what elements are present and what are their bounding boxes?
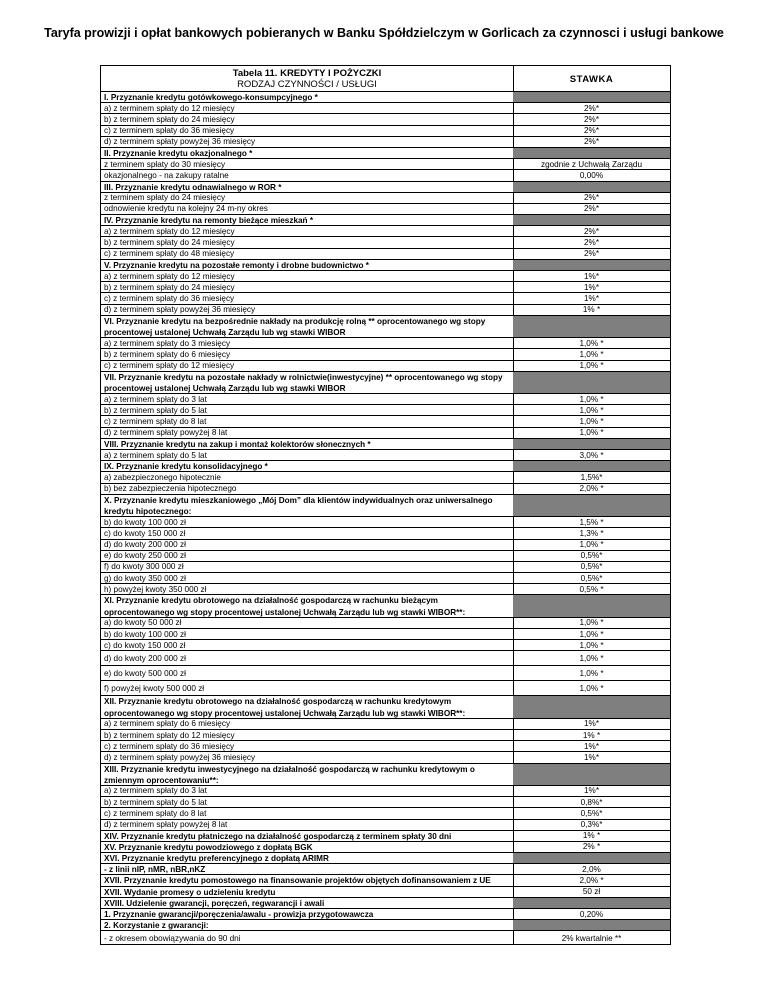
section-row [101,920,670,931]
service-label: 1. Przyznanie gwarancji/poręczenia/awalu - prowizja przygotowawcza [104,910,374,920]
service-label: XVII. Wydanie promesy o udzieleniu kredytu [104,887,276,897]
section-row [101,92,670,103]
column-header-service: RODZAJ CZYNNOŚCI / USŁUGI [237,79,377,90]
rate-value: 1,0% * [579,653,604,663]
table-row [101,271,670,282]
rate-value: 1,0% * [579,349,604,359]
table-row [101,786,670,797]
service-label: b) z terminem spłaty do 24 miesięcy [104,282,235,292]
service-label: h) powyżej kwoty 350 000 zł [104,584,207,594]
rate-value: 0,5%* [580,562,603,572]
service-label: b) z terminem spłaty do 12 miesięcy [104,730,235,740]
table-row [101,562,670,573]
rate-value: 1,0% * [579,428,604,438]
table-row [101,752,670,763]
rate-value: 0,3%* [580,820,603,830]
table-row [101,640,670,651]
table-body [101,92,670,946]
service-label: d) z terminem spłaty powyżej 36 miesięcy [104,752,256,762]
rate-value: 2%* [583,226,600,236]
rate-value: 1,5% * [579,517,604,527]
table-row [101,797,670,808]
rate-value: 2%* [583,137,600,147]
section-row [101,909,670,920]
rate-value: 1,0% * [579,683,604,693]
service-label: X. Przyznanie kredytu mieszkaniowego „Mój Dom” dla klientów indywidualnych oraz uniwersalnego kredytu hipotecznego: [104,495,493,516]
rate-value: 2%* [583,193,600,203]
rate-value: 1,0% * [579,338,604,348]
rate-value: 2%* [583,126,600,136]
section-row [101,864,670,875]
service-label: c) z terminem spłaty do 12 miesięcy [104,361,235,371]
table-row [101,204,670,215]
service-label: I. Przyznanie kredytu gotówkowego-konsumpcyjnego * [104,93,318,102]
service-label: e) do kwoty 250 000 zł [104,551,186,561]
document-title: Taryfa prowizji i opłat bankowych pobieranych w Banku Spółdzielczym w Gorlicach za czynnosci i usługi bankowe [44,26,724,40]
rate-value: 0,20% [579,909,604,919]
section-row [101,696,670,718]
table-row [101,349,670,360]
section-row [101,595,670,617]
rate-value: 1,0% * [579,416,604,426]
rate-value [513,853,670,863]
rate-value [513,495,670,516]
service-label: VII. Przyznanie kredytu na pozostałe nakłady w rolnictwie(inwestycyjne) ** oprocentowanego wg stopy procentowej ustalonej Uchwałą Zarządu lub wg stawki WIBOR [104,372,503,393]
table-row [101,428,670,439]
table-row [101,484,670,495]
service-label: odnowienie kredytu na kolejny 24 m-ny okres [104,204,268,214]
rate-value: 1,0% * [579,361,604,371]
rate-value: 1,5%* [580,472,603,482]
table-row [101,719,670,730]
service-label: b) z terminem spłaty do 5 lat [104,797,207,807]
rate-value [513,215,670,225]
service-label: c) do kwoty 150 000 zł [104,528,186,538]
rate-value [513,260,670,270]
section-row [101,875,670,886]
table-row [101,249,670,260]
rate-value: 1%* [583,293,600,303]
table-row [101,226,670,237]
rate-value: zgodnie z Uchwałą Zarządu [540,159,643,169]
service-label: e) do kwoty 500 000 zł [104,668,186,678]
service-label: XII. Przyznanie kredytu obrotowego na działalność gospodarczą w rachunku kredytowym oprocentowanego wg stopy procentowej ustalonej Uchwałą Zarządu lub wg stawki WIBOR**: [104,697,466,718]
section-row [101,831,670,842]
rate-value [513,764,670,785]
rate-value: 0,5%* [580,573,603,583]
table-row [101,741,670,752]
rate-value: 2,0% [582,864,601,874]
table-row [101,159,670,170]
table-row [101,361,670,372]
section-row [101,495,670,517]
rate-value: 1% * [582,831,601,841]
service-label: f) powyżej kwoty 500 000 zł [104,683,205,693]
service-label: IV. Przyznanie kredytu na remonty bieżące mieszkań * [104,216,314,226]
table-row [101,394,670,405]
rate-value: 1% * [582,305,601,315]
rate-value [513,696,670,717]
rate-value: 1,3% * [579,528,604,538]
column-header-rate: STAWKA [569,74,614,85]
table-caption: Tabela 11. KREDYTY I POŻYCZKI [232,68,382,79]
table-row [101,170,670,181]
section-row [101,316,670,338]
table-row [101,681,670,696]
service-label: z terminem spłaty do 24 miesięcy [104,193,226,203]
rate-value: 0,5%* [580,551,603,561]
rate-value: 2%* [583,114,600,124]
section-row [101,842,670,853]
table-row [101,528,670,539]
service-label: d) do kwoty 200 000 zł [104,540,186,550]
table-row [101,584,670,595]
rate-value: 2%* [583,204,600,214]
service-label: XVII. Przyznanie kredytu pomostowego na finansowanie projektów objętych dofinansowaniem z UE [104,876,491,886]
service-label: c) do kwoty 150 000 zł [104,640,186,650]
service-label: a) z terminem spłaty do 3 lat [104,786,207,796]
table-row [101,416,670,427]
service-label: XVI. Przyznanie kredytu preferencyjnego z dopłatą ARIMR [104,854,329,864]
service-label: a) z terminem spłaty do 3 lat [104,394,207,404]
rate-value [513,595,670,616]
rate-value: 2,0% * [579,484,604,494]
service-label: a) z terminem spłaty do 12 miesięcy [104,271,235,281]
service-label: f) do kwoty 300 000 zł [104,562,184,572]
rate-value: 1,0% * [579,405,604,415]
table-row [101,103,670,114]
table-row [101,237,670,248]
rate-value [513,372,670,393]
service-label: III. Przyznanie kredytu odnawialnego w ROR * [104,182,282,192]
section-row [101,372,670,394]
service-label: b) z terminem spłaty do 5 lat [104,405,207,415]
table-row [101,666,670,681]
table-row [101,282,670,293]
service-label: z terminem spłaty do 30 miesięcy [104,159,226,169]
service-label: b) z terminem spłaty do 24 miesięcy [104,237,235,247]
table-row [101,305,670,316]
service-label: b) do kwoty 100 000 zł [104,629,186,639]
rate-value: 1,0% * [579,394,604,404]
service-label: - z linii nIP, nMR, nBR,nKZ [104,865,206,875]
rate-value: 1%* [583,719,600,729]
service-label: c) z terminem spłaty do 48 miesięcy [104,249,235,259]
rate-value: 1,0% * [579,540,604,550]
service-label: a) z terminem spłaty do 5 lat [104,450,207,460]
table-row [101,293,670,304]
service-label: - z okresem obowiązywania do 90 dni [104,934,241,944]
service-label: b) do kwoty 100 000 zł [104,517,186,527]
table-row [101,517,670,528]
service-label: c) z terminem spłaty do 36 miesięcy [104,741,235,751]
table-row [101,405,670,416]
table-row [101,651,670,666]
rate-value [513,920,670,930]
rate-value: 2% kwartalnie ** [561,934,622,944]
rate-value: 2% * [582,842,601,852]
table-row [101,931,670,946]
rate-value: 0,8%* [580,797,603,807]
section-row [101,439,670,450]
service-label: a) z terminem spłaty do 3 miesięcy [104,338,231,348]
service-label: 2. Korzystanie z gwarancji: [104,921,209,931]
service-label: d) z terminem spłaty powyżej 8 lat [104,428,228,438]
service-label: a) zabezpieczonego hipotecznie [104,472,221,482]
service-label: c) z terminem spłaty do 8 lat [104,416,207,426]
service-label: XI. Przyznanie kredytu obrotowego na działalność gospodarczą w rachunku bieżącym oprocentowanego wg stopy procentowej ustalonej Uchwałą Zarządu lub wg stawki WIBOR**: [104,596,466,617]
section-row [101,887,670,898]
service-label: II. Przyznanie kredytu okazjonalnego * [104,148,253,158]
rate-value: 1,0% * [579,618,604,628]
table-row [101,193,670,204]
service-label: V. Przyznanie kredytu na pozostałe remonty i drobne budownictwo * [104,260,369,270]
rate-value: 0,00% [579,170,604,180]
rate-value: 1%* [583,786,600,796]
service-label: okazjonalnego - na zakupy ratalne [104,170,229,180]
table-row [101,820,670,831]
service-label: b) z terminem spłaty do 24 miesięcy [104,114,235,124]
table-row [101,126,670,137]
rate-value: 1,0% * [579,640,604,650]
rate-value [513,148,670,158]
rate-value: 0,5% * [579,584,604,594]
rate-value: 1% * [582,730,601,740]
table-row [101,540,670,551]
service-label: c) z terminem spłaty do 36 miesięcy [104,293,235,303]
rate-value: 2%* [583,249,600,259]
rate-value [513,461,670,471]
rate-value: 1%* [583,741,600,751]
service-label: XIII. Przyznanie kredytu inwestycyjnego na działalność gospodarczą w rachunku kredytowym o zmiennym oprocentowaniu**: [104,764,475,785]
rate-value [513,92,670,102]
rate-value: 0,5%* [580,808,603,818]
section-row [101,148,670,159]
rate-value: 1%* [583,271,600,281]
section-row [101,260,670,271]
table-row [101,618,670,629]
service-label: a) do kwoty 50 000 zł [104,618,182,628]
fees-table [100,65,671,945]
table-row [101,472,670,483]
section-row [101,182,670,193]
rate-value: 1%* [583,752,600,762]
table-row [101,137,670,148]
rate-value: 1%* [583,282,600,292]
section-row [101,764,670,786]
service-label: VI. Przyznanie kredytu na bezpośrednie nakłady na produkcję rolną ** oprocentowanego wg stopy procentowej ustalonej Uchwałą Zarządu lub wg stawki WIBOR [104,316,486,337]
table-row [101,573,670,584]
rate-value [513,898,670,908]
table-header [101,66,670,92]
service-label: IX. Przyznanie kredytu konsolidacyjnego * [104,462,268,472]
service-label: a) z terminem spłaty do 12 miesięcy [104,226,235,236]
service-label: XV. Przyznanie kredytu powodziowego z dopłatą BGK [104,842,313,852]
rate-value: 50 zł [582,887,601,897]
service-label: b) z terminem spłaty do 6 miesięcy [104,349,231,359]
rate-value: 2,0% * [579,875,604,885]
rate-value [513,316,670,337]
table-row [101,551,670,562]
rate-value: 1,0% * [579,629,604,639]
service-label: c) z terminem spłaty do 36 miesięcy [104,126,235,136]
service-label: XIV. Przyznanie kredytu płatniczego na działalność gospodarczą z terminem spłaty 30 dni [104,831,452,841]
service-label: d) z terminem spłaty powyżej 36 miesięcy [104,137,256,147]
service-label: XVIII. Udzielenie gwarancji, poręczeń, regwarancji i awali [104,898,325,908]
rate-value: 2%* [583,237,600,247]
section-row [101,898,670,909]
service-label: d) do kwoty 200 000 zł [104,653,186,663]
service-label: VIII. Przyznanie kredytu na zakup i montaż kolektorów słonecznych * [104,439,371,449]
table-row [101,730,670,741]
table-row [101,808,670,819]
rate-value: 3,0% * [579,450,604,460]
rate-value [513,182,670,192]
table-row [101,114,670,125]
section-row [101,853,670,864]
service-label: b) bez zabezpieczenia hipotecznego [104,484,237,494]
rate-value: 1,0% * [579,668,604,678]
table-row [101,450,670,461]
service-label: c) z terminem spłaty do 8 lat [104,808,207,818]
section-row [101,215,670,226]
table-row [101,338,670,349]
table-row [101,629,670,640]
service-label: d) z terminem spłaty powyżej 36 miesięcy [104,305,256,315]
rate-value: 2%* [583,103,600,113]
service-label: d) z terminem spłaty powyżej 8 lat [104,820,228,830]
service-label: g) do kwoty 350 000 zł [104,573,186,583]
rate-value [513,439,670,449]
service-label: a) z terminem spłaty do 6 miesięcy [104,719,231,729]
service-label: a) z terminem spłaty do 12 miesięcy [104,103,235,113]
section-row [101,461,670,472]
